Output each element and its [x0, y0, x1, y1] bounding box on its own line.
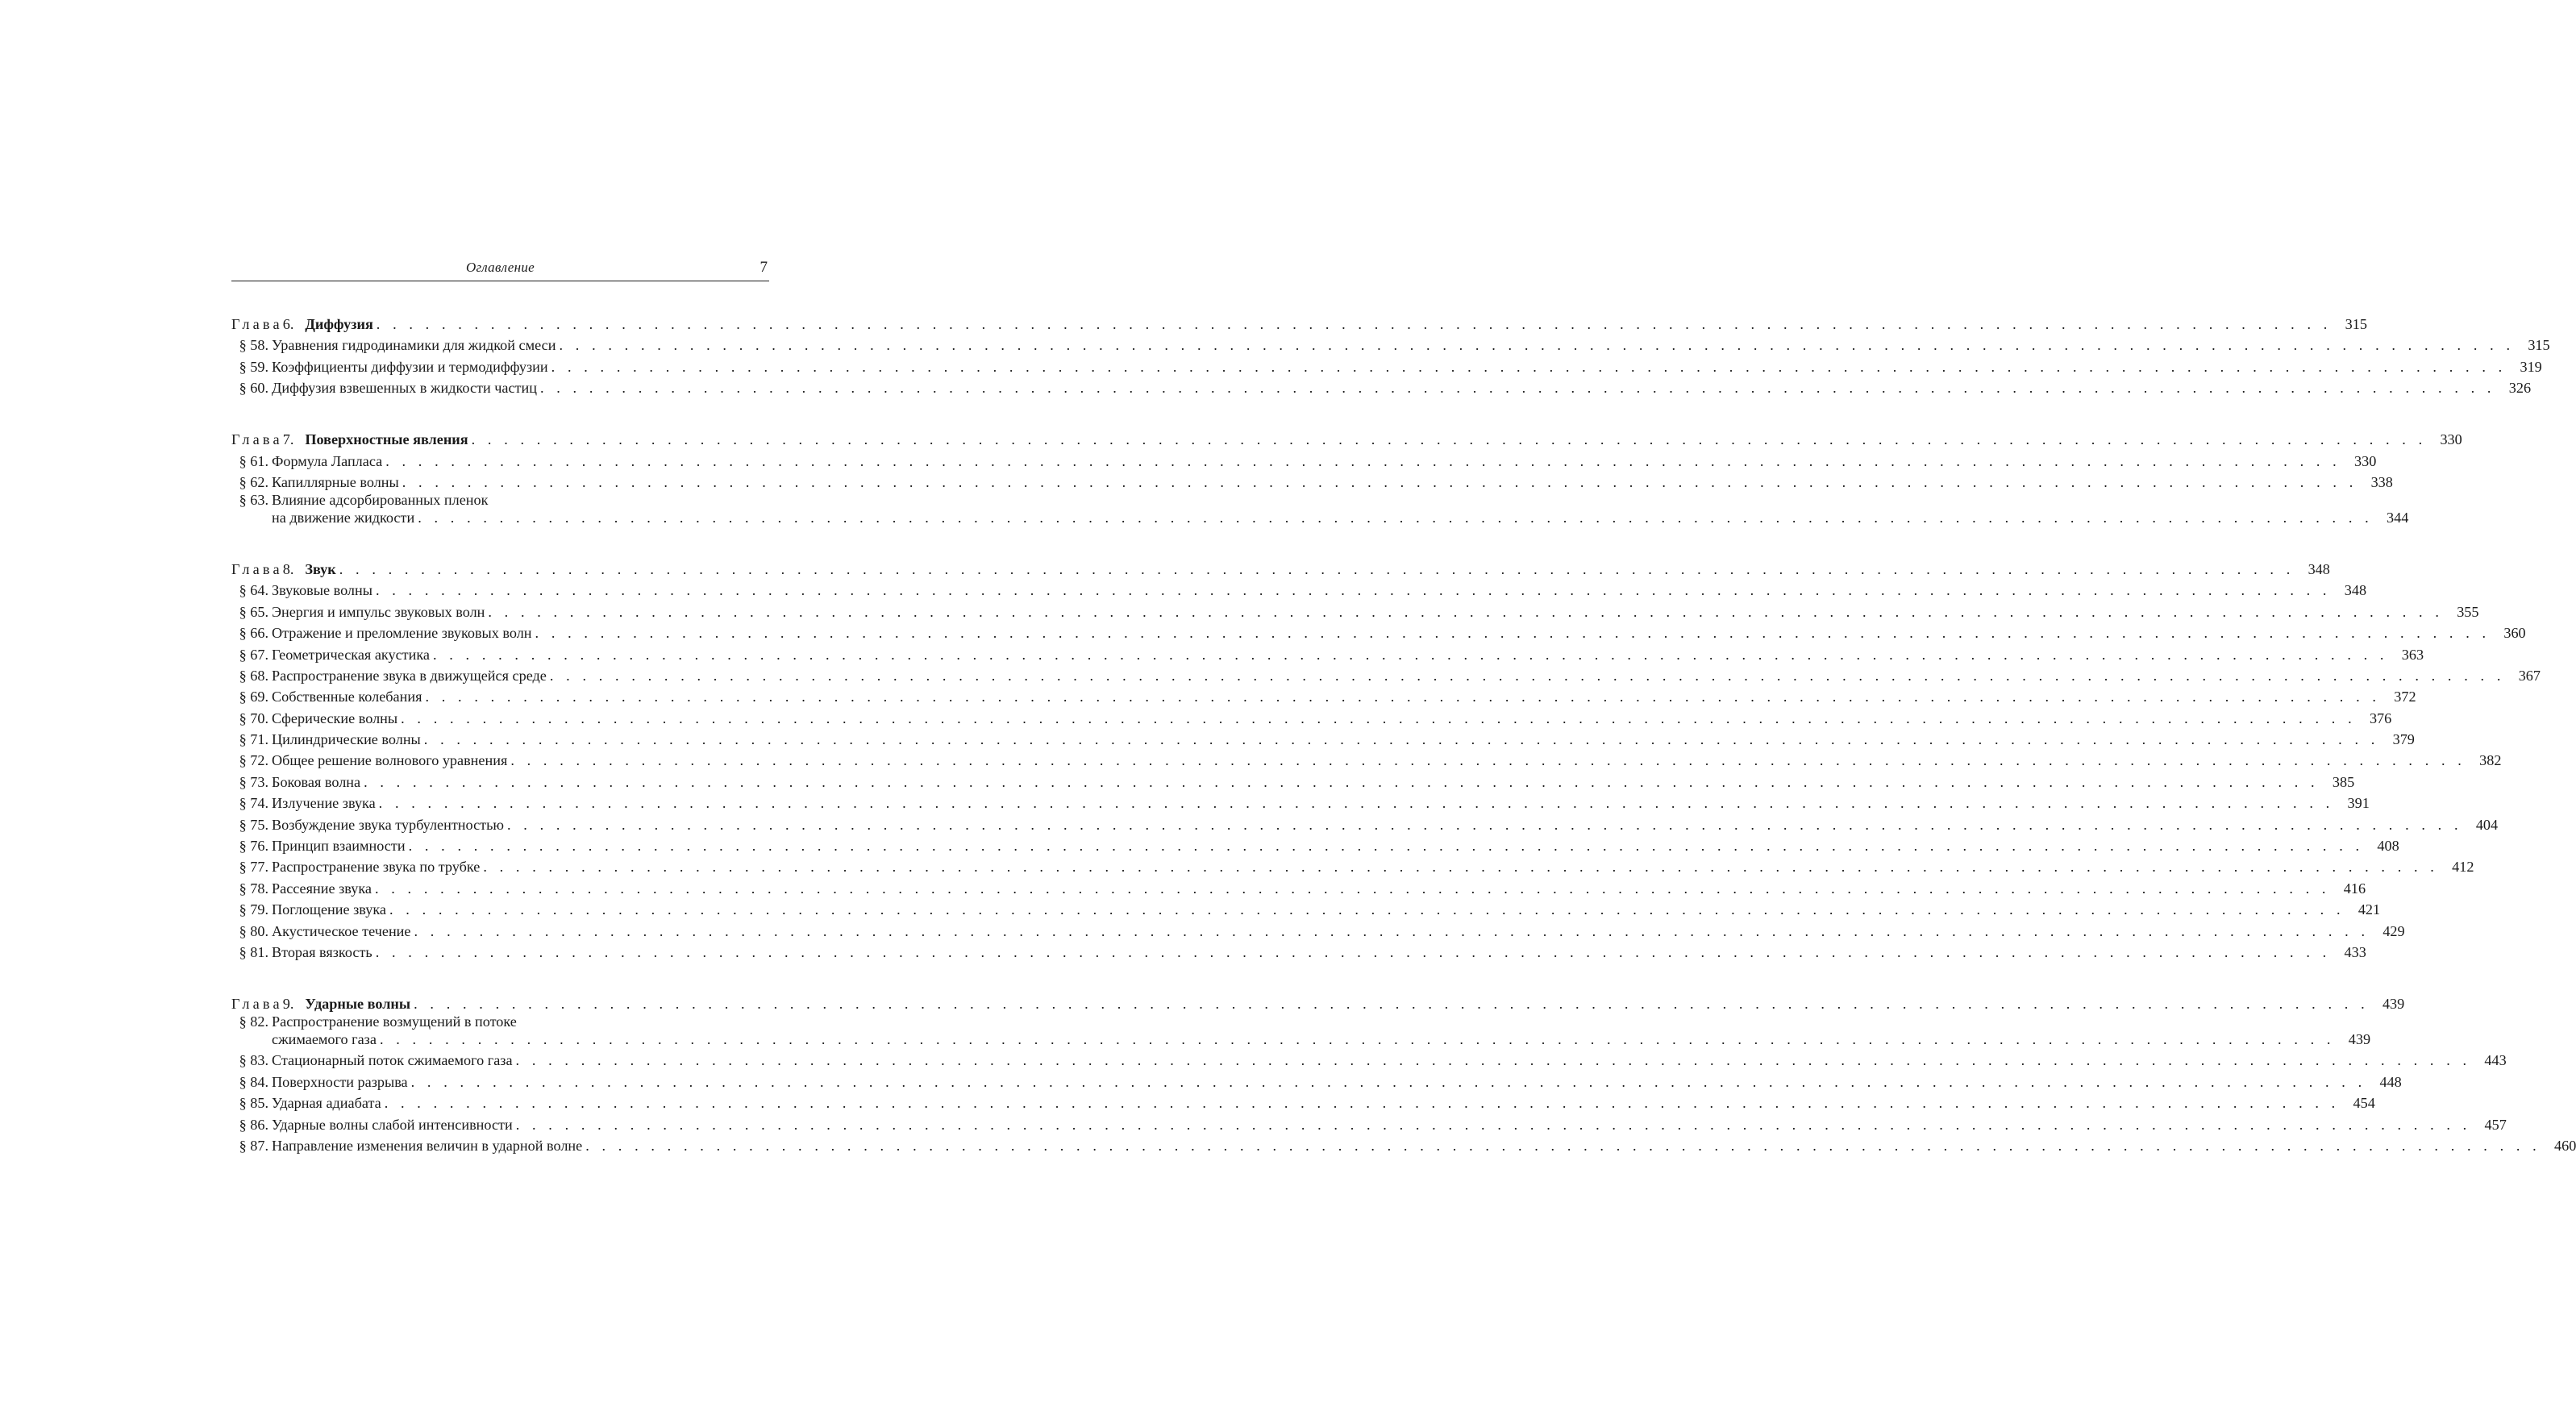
section-page: 429	[2382, 922, 2405, 939]
section-page: 355	[2457, 603, 2479, 620]
dot-leader: . . . . . . . . . . . . . . . . . . . . . . . . . . . . . . . . . . . . . . . . . . . . . . . . . . . . . . . . . . . . . . . . . . . . . . . . . . . . . . . . . . . . . . . . . . . . . . . . . . . . . . . . . . . . . . . . . . . . . . . .	[549, 667, 2505, 684]
section-page: 460	[2554, 1137, 2576, 1154]
section-page: 391	[2347, 795, 2370, 812]
section-entry	[231, 354, 2542, 375]
section-title: Отражение и преломление звуковых волн	[272, 625, 532, 642]
section-title: Геометрическая акустика	[272, 646, 430, 663]
table-of-contents	[231, 310, 2576, 1155]
section-title: Принцип взаимности	[272, 838, 406, 855]
chapter-heading	[231, 426, 2462, 448]
section-entry	[231, 578, 2367, 599]
section-entry	[231, 642, 2424, 663]
running-header	[231, 260, 769, 281]
section-number: § 75.	[239, 816, 268, 833]
section-title: Диффузия взвешенных в жидкости частиц	[272, 380, 537, 397]
dot-leader: . . . . . . . . . . . . . . . . . . . . . . . . . . . . . . . . . . . . . . . . . . . . . . . . . . . . . . . . . . . . . . . . . . . . . . . . . . . . . . . . . . . . . . . . . . . . . . . . . . . . . . . . . . . . . . . . . . . . . . . .	[384, 1095, 2340, 1112]
section-number: § 67.	[239, 646, 268, 663]
section-row	[231, 1069, 2402, 1090]
section-entry	[231, 664, 2541, 685]
section-row	[231, 705, 2392, 726]
section-row	[231, 578, 2367, 599]
dot-leader: . . . . . . . . . . . . . . . . . . . . . . . . . . . . . . . . . . . . . . . . . . . . . . . . . . . . . . . . . . . . . . . . . . . . . . . . . . . . . . . . . . . . . . . . . . . . . . . . . . . . . . . . . . . . . . . . . . . . . . . .	[402, 473, 2358, 490]
chapter-title: Диффузия	[305, 316, 373, 332]
section-page: 379	[2392, 731, 2415, 748]
section-title: Направление изменения величин в ударной волне	[272, 1137, 583, 1154]
section-title: Стационарный поток сжимаемого газа	[272, 1052, 513, 1069]
section-title: Уравнения гидродинамики для жидкой смеси	[272, 337, 556, 354]
section-page: 443	[2484, 1052, 2507, 1069]
section-row	[231, 918, 2405, 939]
section-page: 421	[2358, 901, 2381, 918]
section-page: 382	[2479, 752, 2502, 769]
section-page: 454	[2353, 1095, 2375, 1112]
section-number: § 68.	[239, 667, 268, 684]
section-page: 367	[2518, 667, 2541, 684]
section-title: Распространение звука по трубке	[272, 859, 481, 876]
section-entry	[231, 940, 2366, 961]
section-number: § 66.	[239, 625, 268, 642]
section-entry	[231, 834, 2399, 855]
dot-leader: . . . . . . . . . . . . . . . . . . . . . . . . . . . . . . . . . . . . . . . . . . . . . . . . . . . . . . . . . . . . . . . . . . . . . . . . . . . . . . . . . . . . . . . . . . . . . . . . . . . . . . . . . . . . . . . . . . . . . . . .	[389, 901, 2345, 918]
section-row	[231, 470, 2393, 491]
chapter-title: Поверхностные явления	[305, 431, 468, 448]
chapter-number: 8.	[282, 560, 294, 577]
dot-leader: . . . . . . . . . . . . . . . . . . . . . . . . . . . . . . . . . . . . . . . . . . . . . . . . . . . . . . . . . . . . . . . . . . . . . . . . . . . . . . . . . . . . . . . . . . . . . . . . . . . . . . . . . . . . . . . . . . . . . . . .	[507, 816, 2463, 833]
section-title: Цилиндрические волны	[272, 731, 421, 748]
dot-leader: . . . . . . . . . . . . . . . . . . . . . . . . . . . . . . . . . . . . . . . . . . . . . . . . . . . . . . . . . . . . . . . . . . . . . . . . . . . . . . . . . . . . . . . . . . . . . . . . . . . . . . . . . . . . . . . . . . . . . . . .	[585, 1137, 2541, 1154]
section-entry	[231, 685, 2416, 705]
dot-leader: . . . . . . . . . . . . . . . . . . . . . . . . . . . . . . . . . . . . . . . . . . . . . . . . . . . . . . . . . . . . . . . . . . . . . . . . . . . . . . . . . . . . . . . . . . . . . . . . . . . . . . . . . . . . . . . . . . . . . . . .	[374, 880, 2331, 897]
chapter-block	[231, 426, 2462, 526]
section-number: § 58.	[239, 337, 268, 354]
section-number: § 87.	[239, 1137, 268, 1154]
section-page: 457	[2484, 1116, 2507, 1133]
dot-leader: . . . . . . . . . . . . . . . . . . . . . . . . . . . . . . . . . . . . . . . . . . . . . . . . . . . . . . . . . . . . . . . . . . . . . . . . . . . . . . . . . . . . . . . . . . . . . . . . . . . . . . . . . . . . . . . . . . . . . . . .	[418, 509, 2374, 526]
section-title: Акустическое течение	[272, 922, 411, 939]
section-number: § 83.	[239, 1052, 268, 1069]
section-row	[231, 599, 2479, 620]
dot-leader: . . . . . . . . . . . . . . . . . . . . . . . . . . . . . . . . . . . . . . . . . . . . . . . . . . . . . . . . . . . . . . . . . . . . . . . . . . . . . . . . . . . . . . . . . . . . . . . . . . . . . . . . . . . . . . . . . . . . . . . .	[375, 943, 2331, 960]
dot-leader: . . . . . . . . . . . . . . . . . . . . . . . . . . . . . . . . . . . . . . . . . . . . . . . . . . . . . . . . . . . . . . . . . . . . . . . . . . . . . . . . . . . . . . . . . . . . . . . . . . . . . . . . . . . . . . . . . . . . . . . .	[559, 337, 2515, 354]
chapter-number: 7.	[282, 431, 294, 448]
section-page: 330	[2354, 452, 2377, 469]
section-title: Звуковые волны	[272, 582, 372, 599]
dot-leader: . . . . . . . . . . . . . . . . . . . . . . . . . . . . . . . . . . . . . . . . . . . . . . . . . . . . . . . . . . . . . . . . . . . . . . . . . . . . . . . . . . . . . . . . . . . . . . . . . . . . . . . . . . . . . . . . . . . . . . . .	[414, 995, 2370, 1012]
section-row	[231, 727, 2415, 748]
chapter-title: Звук	[305, 560, 336, 577]
section-entry	[231, 1048, 2507, 1069]
section-number: § 63.	[239, 491, 268, 508]
section-title-cont: сжимаемого газа	[272, 1030, 377, 1047]
running-header-title: Оглавление	[465, 260, 535, 275]
section-page: 338	[2370, 473, 2393, 490]
section-entry	[231, 621, 2526, 642]
section-entry	[231, 748, 2502, 769]
section-row	[231, 333, 2550, 354]
section-title: Вторая вязкость	[272, 943, 372, 960]
chapter-number: 9.	[282, 995, 294, 1012]
section-entry	[231, 812, 2499, 833]
section-row	[231, 509, 2409, 526]
section-title: Формула Лапласа	[272, 452, 383, 469]
chapter-block	[231, 990, 2576, 1155]
section-page: 363	[2401, 646, 2424, 663]
chapter-page: 330	[2440, 431, 2462, 448]
section-entry	[231, 855, 2474, 876]
section-entry	[231, 1069, 2402, 1090]
section-number: § 85.	[239, 1095, 268, 1112]
section-page: 319	[2520, 358, 2542, 375]
dot-leader: . . . . . . . . . . . . . . . . . . . . . . . . . . . . . . . . . . . . . . . . . . . . . . . . . . . . . . . . . . . . . . . . . . . . . . . . . . . . . . . . . . . . . . . . . . . . . . . . . . . . . . . . . . . . . . . . . . . . . . . .	[425, 689, 2381, 705]
section-number: § 61.	[239, 452, 268, 469]
section-row	[231, 876, 2366, 897]
dot-leader: . . . . . . . . . . . . . . . . . . . . . . . . . . . . . . . . . . . . . . . . . . . . . . . . . . . . . . . . . . . . . . . . . . . . . . . . . . . . . . . . . . . . . . . . . . . . . . . . . . . . . . . . . . . . . . . . . . . . . . . .	[408, 838, 2364, 855]
section-number: § 74.	[239, 795, 268, 812]
section-title: Распространение возмущений в потоке	[272, 1013, 517, 1030]
section-number: § 82.	[239, 1013, 268, 1030]
section-number: § 60.	[239, 380, 268, 397]
section-row	[231, 642, 2424, 663]
section-page: 412	[2452, 859, 2474, 876]
chapter-heading	[231, 556, 2330, 578]
section-row	[231, 812, 2499, 833]
chapter-number: 6.	[282, 316, 294, 332]
dot-leader: . . . . . . . . . . . . . . . . . . . . . . . . . . . . . . . . . . . . . . . . . . . . . . . . . . . . . . . . . . . . . . . . . . . . . . . . . . . . . . . . . . . . . . . . . . . . . . . . . . . . . . . . . . . . . . . . . . . . . . . .	[339, 560, 2295, 577]
section-page: 372	[2394, 689, 2416, 705]
chapter-page: 348	[2308, 560, 2330, 577]
section-row	[231, 1134, 2576, 1155]
section-row	[231, 354, 2542, 375]
section-number: § 81.	[239, 943, 268, 960]
section-first-line	[231, 1013, 769, 1030]
section-title: Коэффициенты диффузии и термодиффузии	[272, 358, 548, 375]
section-number: § 78.	[239, 880, 268, 897]
section-number: § 70.	[239, 710, 268, 726]
section-number: § 62.	[239, 473, 268, 490]
section-row	[231, 897, 2381, 918]
section-row	[231, 940, 2366, 961]
dot-leader: . . . . . . . . . . . . . . . . . . . . . . . . . . . . . . . . . . . . . . . . . . . . . . . . . . . . . . . . . . . . . . . . . . . . . . . . . . . . . . . . . . . . . . . . . . . . . . . . . . . . . . . . . . . . . . . . . . . . . . . .	[401, 710, 2357, 726]
section-entry	[231, 376, 2532, 397]
section-page: 448	[2379, 1073, 2402, 1090]
dot-leader: . . . . . . . . . . . . . . . . . . . . . . . . . . . . . . . . . . . . . . . . . . . . . . . . . . . . . . . . . . . . . . . . . . . . . . . . . . . . . . . . . . . . . . . . . . . . . . . . . . . . . . . . . . . . . . . . . . . . . . . .	[410, 1073, 2366, 1090]
section-page: 439	[2348, 1030, 2371, 1047]
section-page: 360	[2503, 625, 2526, 642]
chapter-label: Глава	[231, 431, 283, 448]
dot-leader: . . . . . . . . . . . . . . . . . . . . . . . . . . . . . . . . . . . . . . . . . . . . . . . . . . . . . . . . . . . . . . . . . . . . . . . . . . . . . . . . . . . . . . . . . . . . . . . . . . . . . . . . . . . . . . . . . . . . . . . .	[375, 582, 2332, 599]
chapter-block	[231, 556, 2541, 961]
dot-leader: . . . . . . . . . . . . . . . . . . . . . . . . . . . . . . . . . . . . . . . . . . . . . . . . . . . . . . . . . . . . . . . . . . . . . . . . . . . . . . . . . . . . . . . . . . . . . . . . . . . . . . . . . . . . . . . . . . . . . . . .	[471, 431, 2427, 448]
section-title: Поверхности разрыва	[272, 1073, 408, 1090]
section-title: Сферические волны	[272, 710, 398, 726]
section-entry	[231, 599, 2479, 620]
section-entry	[231, 448, 2377, 469]
dot-leader: . . . . . . . . . . . . . . . . . . . . . . . . . . . . . . . . . . . . . . . . . . . . . . . . . . . . . . . . . . . . . . . . . . . . . . . . . . . . . . . . . . . . . . . . . . . . . . . . . . . . . . . . . . . . . . . . . . . . . . . .	[535, 625, 2491, 642]
section-number: § 73.	[239, 773, 268, 790]
dot-leader: . . . . . . . . . . . . . . . . . . . . . . . . . . . . . . . . . . . . . . . . . . . . . . . . . . . . . . . . . . . . . . . . . . . . . . . . . . . . . . . . . . . . . . . . . . . . . . . . . . . . . . . . . . . . . . . . . . . . . . . .	[378, 795, 2334, 812]
dot-leader: . . . . . . . . . . . . . . . . . . . . . . . . . . . . . . . . . . . . . . . . . . . . . . . . . . . . . . . . . . . . . . . . . . . . . . . . . . . . . . . . . . . . . . . . . . . . . . . . . . . . . . . . . . . . . . . . . . . . . . . .	[385, 452, 2341, 469]
section-entry	[231, 470, 2393, 491]
section-row	[231, 1030, 2371, 1048]
dot-leader: . . . . . . . . . . . . . . . . . . . . . . . . . . . . . . . . . . . . . . . . . . . . . . . . . . . . . . . . . . . . . . . . . . . . . . . . . . . . . . . . . . . . . . . . . . . . . . . . . . . . . . . . . . . . . . . . . . . . . . . .	[551, 358, 2507, 375]
section-title: Собственные колебания	[272, 689, 422, 705]
chapter-label: Глава	[231, 995, 283, 1012]
dot-leader: . . . . . . . . . . . . . . . . . . . . . . . . . . . . . . . . . . . . . . . . . . . . . . . . . . . . . . . . . . . . . . . . . . . . . . . . . . . . . . . . . . . . . . . . . . . . . . . . . . . . . . . . . . . . . . . . . . . . . . . .	[376, 316, 2332, 332]
section-page: 416	[2343, 880, 2366, 897]
dot-leader: . . . . . . . . . . . . . . . . . . . . . . . . . . . . . . . . . . . . . . . . . . . . . . . . . . . . . . . . . . . . . . . . . . . . . . . . . . . . . . . . . . . . . . . . . . . . . . . . . . . . . . . . . . . . . . . . . . . . . . . .	[414, 922, 2370, 939]
section-number: § 80.	[239, 922, 268, 939]
section-page: 326	[2508, 380, 2532, 397]
section-title: Энергия и импульс звуковых волн	[272, 603, 485, 620]
section-number: § 69.	[239, 689, 268, 705]
dot-leader: . . . . . . . . . . . . . . . . . . . . . . . . . . . . . . . . . . . . . . . . . . . . . . . . . . . . . . . . . . . . . . . . . . . . . . . . . . . . . . . . . . . . . . . . . . . . . . . . . . . . . . . . . . . . . . . . . . . . . . . .	[379, 1030, 2336, 1047]
section-number: § 72.	[239, 752, 268, 769]
section-page: 404	[2475, 816, 2499, 833]
section-entry	[231, 1134, 2576, 1155]
section-title: Боковая волна	[272, 773, 361, 790]
section-title: Возбуждение звука турбулентностью	[272, 816, 504, 833]
section-title: Общее решение волнового уравнения	[272, 752, 508, 769]
section-number: § 86.	[239, 1116, 268, 1133]
section-row	[231, 376, 2532, 397]
section-row	[231, 1048, 2507, 1069]
section-title: Рассеяние звука	[272, 880, 372, 897]
section-row	[231, 1091, 2375, 1112]
section-row	[231, 748, 2502, 769]
section-entry	[231, 705, 2392, 726]
section-number: § 77.	[239, 859, 268, 876]
section-page: 385	[2332, 773, 2355, 790]
dot-leader: . . . . . . . . . . . . . . . . . . . . . . . . . . . . . . . . . . . . . . . . . . . . . . . . . . . . . . . . . . . . . . . . . . . . . . . . . . . . . . . . . . . . . . . . . . . . . . . . . . . . . . . . . . . . . . . . . . . . . . . .	[423, 731, 2379, 748]
section-page: 408	[2377, 838, 2399, 855]
section-title: Капиллярные волны	[272, 473, 399, 490]
dot-leader: . . . . . . . . . . . . . . . . . . . . . . . . . . . . . . . . . . . . . . . . . . . . . . . . . . . . . . . . . . . . . . . . . . . . . . . . . . . . . . . . . . . . . . . . . . . . . . . . . . . . . . . . . . . . . . . . . . . . . . . .	[510, 752, 2466, 769]
chapter-block	[231, 310, 2550, 397]
chapter-label: Глава	[231, 560, 283, 577]
section-entry	[231, 1112, 2507, 1133]
section-number: § 65.	[239, 603, 268, 620]
section-number: § 64.	[239, 582, 268, 599]
chapter-heading	[231, 310, 2367, 333]
dot-leader: . . . . . . . . . . . . . . . . . . . . . . . . . . . . . . . . . . . . . . . . . . . . . . . . . . . . . . . . . . . . . . . . . . . . . . . . . . . . . . . . . . . . . . . . . . . . . . . . . . . . . . . . . . . . . . . . . . . . . . . .	[432, 646, 2389, 663]
dot-leader: . . . . . . . . . . . . . . . . . . . . . . . . . . . . . . . . . . . . . . . . . . . . . . . . . . . . . . . . . . . . . . . . . . . . . . . . . . . . . . . . . . . . . . . . . . . . . . . . . . . . . . . . . . . . . . . . . . . . . . . .	[364, 773, 2320, 790]
section-entry	[231, 897, 2381, 918]
chapter-page: 315	[2345, 316, 2367, 332]
section-entry	[231, 876, 2366, 897]
section-entry	[231, 918, 2405, 939]
section-title-cont: на движение жидкости	[272, 509, 415, 526]
section-row	[231, 769, 2355, 790]
chapter-page: 439	[2382, 995, 2405, 1012]
toc-page	[231, 259, 2576, 1155]
section-number: § 59.	[239, 358, 268, 375]
section-entry	[231, 1091, 2375, 1112]
section-first-line	[231, 491, 769, 509]
section-title: Излучение звука	[272, 795, 376, 812]
page-number: 7	[759, 259, 768, 276]
section-number: § 76.	[239, 838, 268, 855]
section-row	[231, 1112, 2507, 1133]
section-number: § 79.	[239, 901, 268, 918]
section-number: § 84.	[239, 1073, 268, 1090]
section-row	[231, 791, 2370, 812]
section-page: 433	[2344, 943, 2366, 960]
dot-leader: . . . . . . . . . . . . . . . . . . . . . . . . . . . . . . . . . . . . . . . . . . . . . . . . . . . . . . . . . . . . . . . . . . . . . . . . . . . . . . . . . . . . . . . . . . . . . . . . . . . . . . . . . . . . . . . . . . . . . . . .	[539, 380, 2496, 397]
section-row	[231, 685, 2416, 705]
section-number: § 71.	[239, 731, 268, 748]
section-entry	[231, 333, 2550, 354]
section-row	[231, 834, 2399, 855]
section-row	[231, 664, 2541, 685]
section-title: Поглощение звука	[272, 901, 386, 918]
dot-leader: . . . . . . . . . . . . . . . . . . . . . . . . . . . . . . . . . . . . . . . . . . . . . . . . . . . . . . . . . . . . . . . . . . . . . . . . . . . . . . . . . . . . . . . . . . . . . . . . . . . . . . . . . . . . . . . . . . . . . . . .	[488, 603, 2444, 620]
section-entry	[231, 491, 2409, 526]
section-page: 315	[2528, 337, 2550, 354]
section-row	[231, 448, 2377, 469]
section-page: 376	[2369, 710, 2392, 726]
section-title: Влияние адсорбированных пленок	[272, 491, 489, 508]
section-title: Ударные волны слабой интенсивности	[272, 1116, 513, 1133]
dot-leader: . . . . . . . . . . . . . . . . . . . . . . . . . . . . . . . . . . . . . . . . . . . . . . . . . . . . . . . . . . . . . . . . . . . . . . . . . . . . . . . . . . . . . . . . . . . . . . . . . . . . . . . . . . . . . . . . . . . . . . . .	[515, 1116, 2471, 1133]
chapter-label: Глава	[231, 316, 283, 332]
section-entry	[231, 791, 2370, 812]
dot-leader: . . . . . . . . . . . . . . . . . . . . . . . . . . . . . . . . . . . . . . . . . . . . . . . . . . . . . . . . . . . . . . . . . . . . . . . . . . . . . . . . . . . . . . . . . . . . . . . . . . . . . . . . . . . . . . . . . . . . . . . .	[483, 859, 2439, 876]
section-entry	[231, 769, 2355, 790]
dot-leader: . . . . . . . . . . . . . . . . . . . . . . . . . . . . . . . . . . . . . . . . . . . . . . . . . . . . . . . . . . . . . . . . . . . . . . . . . . . . . . . . . . . . . . . . . . . . . . . . . . . . . . . . . . . . . . . . . . . . . . . .	[515, 1052, 2471, 1069]
section-title: Распространение звука в движущейся среде	[272, 667, 547, 684]
section-row	[231, 855, 2474, 876]
section-page: 344	[2387, 509, 2409, 526]
section-entry	[231, 1013, 2371, 1048]
section-entry	[231, 727, 2415, 748]
section-title: Ударная адиабата	[272, 1095, 381, 1112]
section-row	[231, 621, 2526, 642]
chapter-heading	[231, 990, 2405, 1013]
section-page: 348	[2344, 582, 2367, 599]
chapter-title: Ударные волны	[305, 995, 411, 1012]
